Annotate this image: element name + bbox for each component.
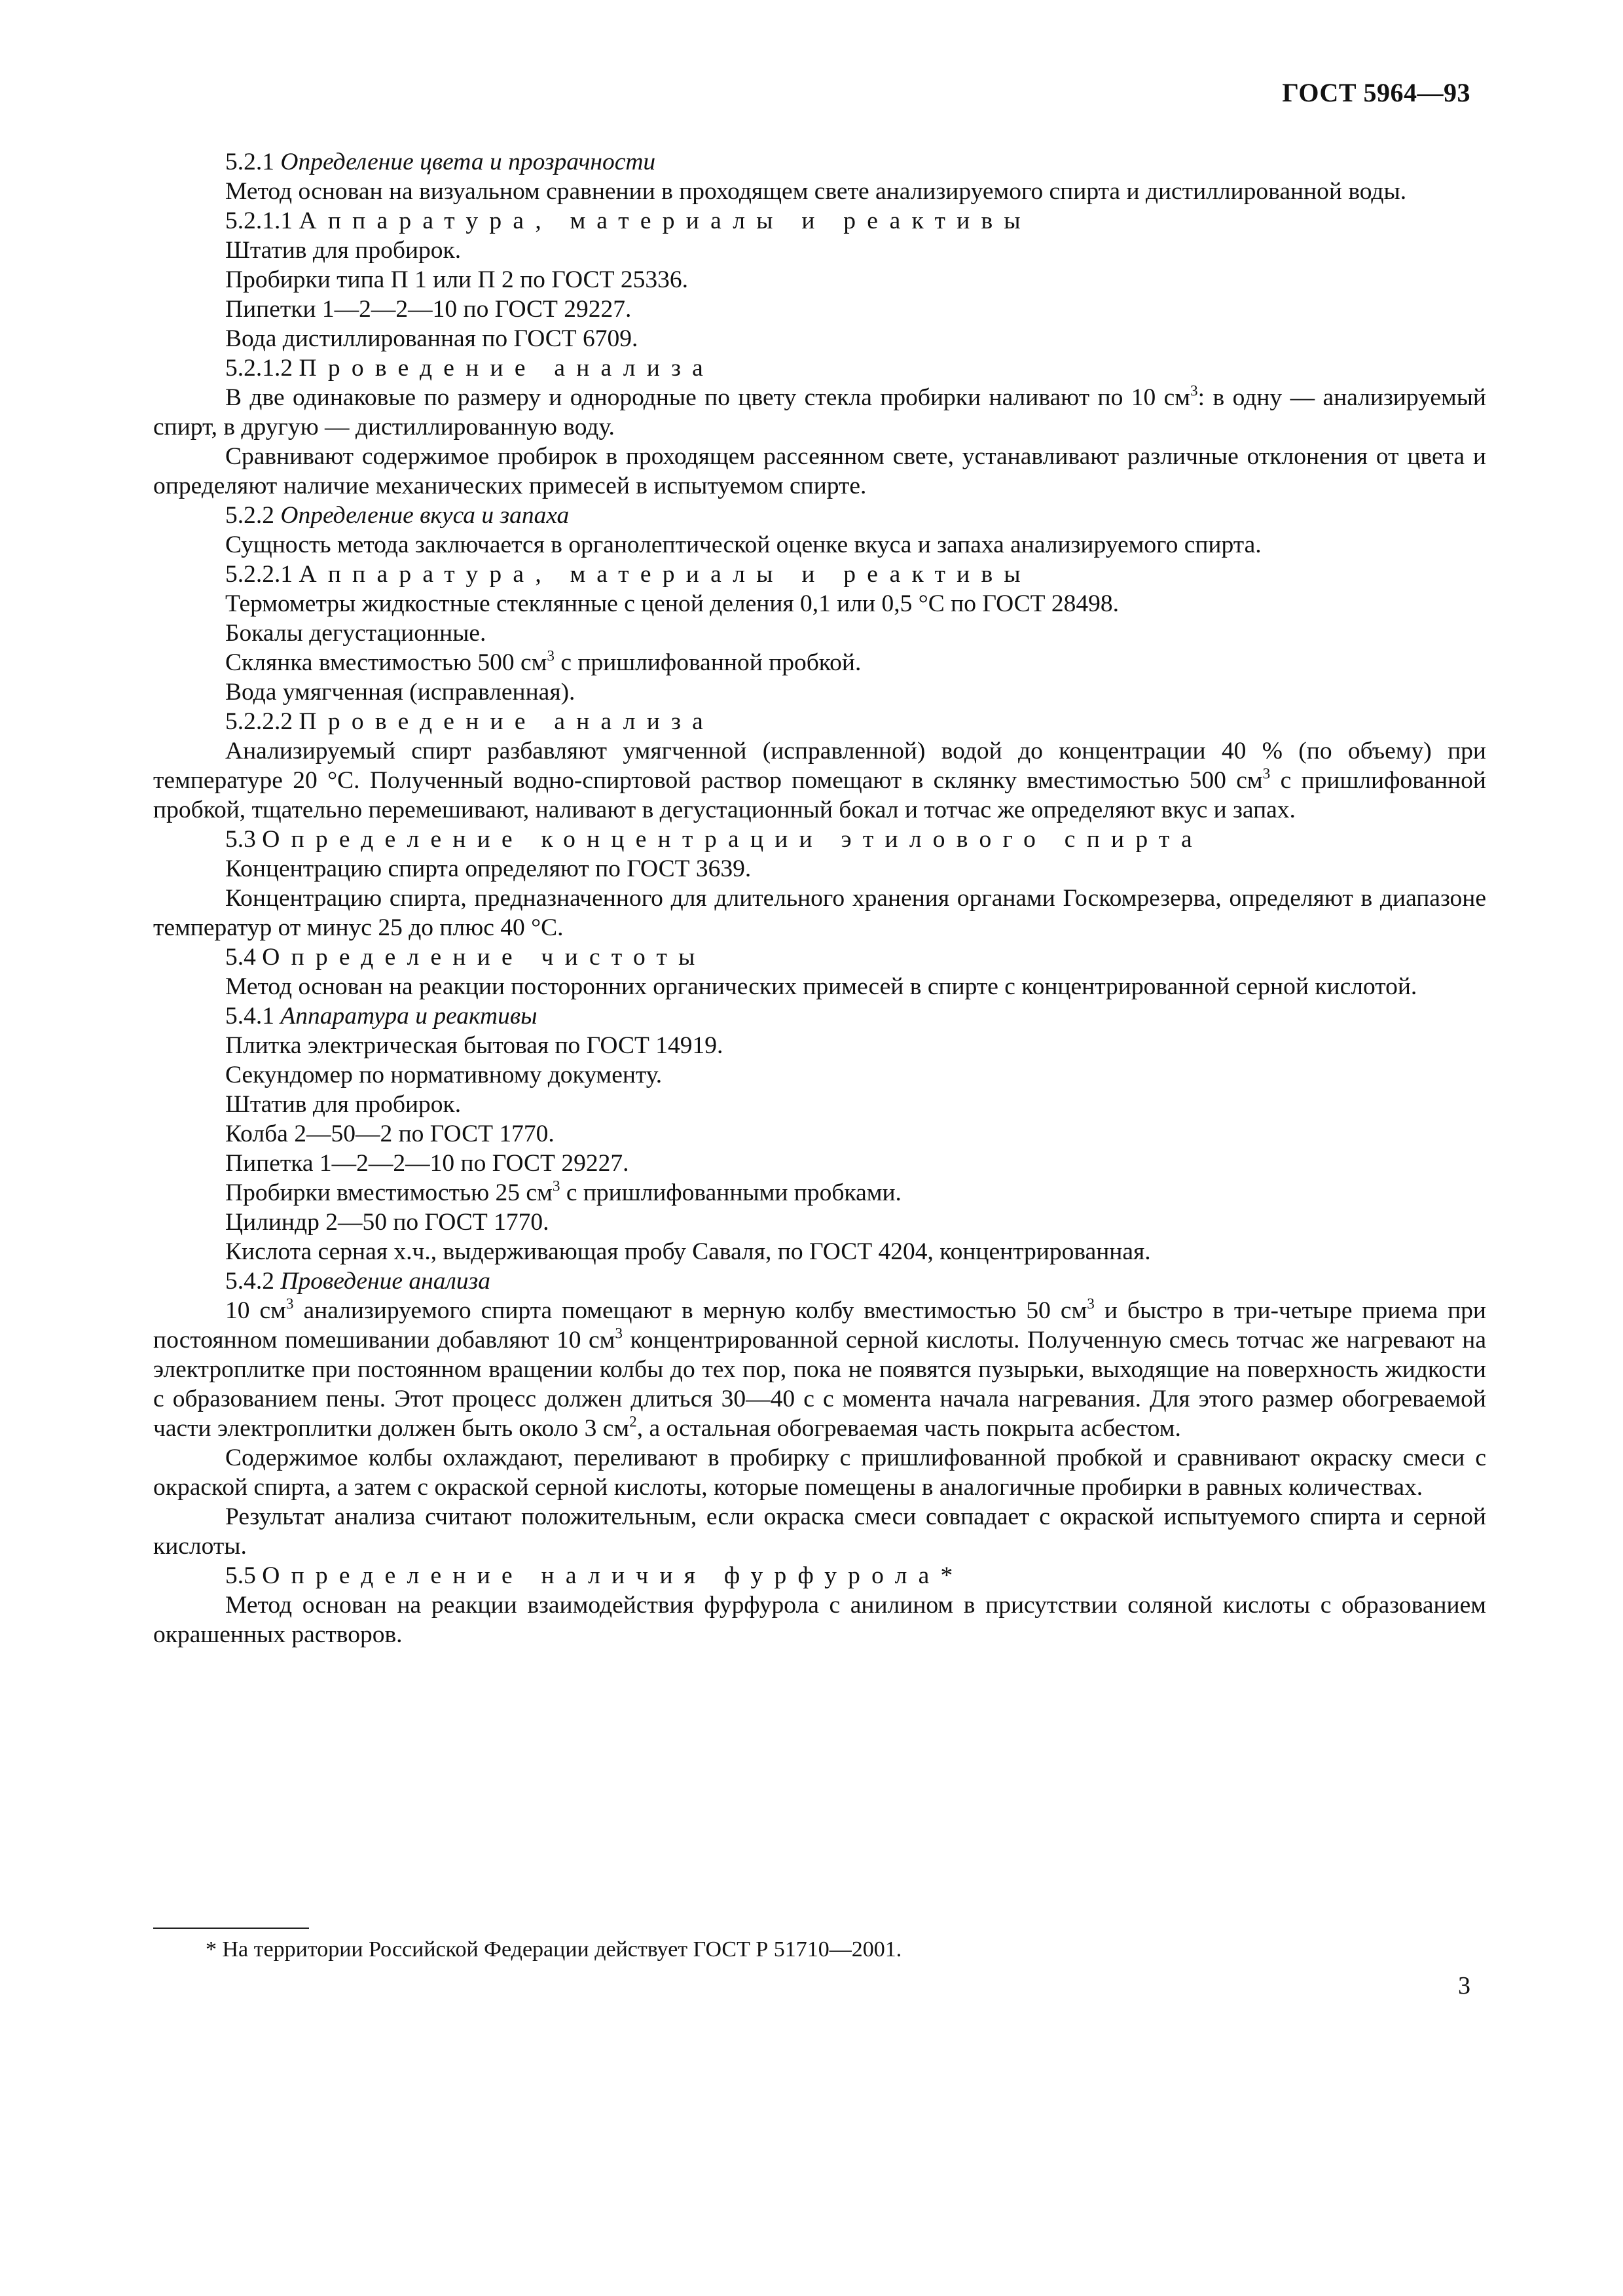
section-heading <box>153 1001 1486 1031</box>
section-title: Определение концентрации этилового спирта <box>262 826 1203 853</box>
page-body <box>153 147 1486 1649</box>
section-title: Определение цвета и прозрачности <box>280 149 656 175</box>
section-title: Аппаратура, материалы и реактивы <box>299 207 1032 234</box>
section-heading <box>153 1561 1486 1590</box>
body-paragraph: Плитка электрическая бытовая по ГОСТ 14919. <box>225 1032 723 1059</box>
section-title: Аппаратура и реактивы <box>280 1003 538 1030</box>
body-paragraph: Пробирки типа П 1 или П 2 по ГОСТ 25336. <box>225 266 688 293</box>
body-paragraph: Пробирки вместимостью 25 $см^3$ с пришлифованными пробками. <box>225 1177 902 1206</box>
footnote-area <box>153 1922 1486 1964</box>
body-paragraph: Концентрацию спирта, предназначенного для длительного хранения органами Госкомрезерва, определяют в диапазоне температур от минус 25 до плюс 40 °С. <box>153 885 1486 941</box>
section-number: 5.2.2.1 <box>225 561 299 588</box>
section-number: 5.4.2 <box>225 1268 281 1295</box>
section-heading <box>153 501 1486 530</box>
section-title: Проведение анализа <box>280 1268 490 1295</box>
section-heading <box>153 942 1486 972</box>
body-paragraph: Метод основан на реакции посторонних органических примесей в спирте с концентрированной серной кислотой. <box>225 973 1417 1000</box>
body-paragraph: Пипетки 1—2—2—10 по ГОСТ 29227. <box>225 296 632 323</box>
section-heading <box>153 707 1486 736</box>
section-number: 5.4 <box>225 944 263 971</box>
body-paragraph: 10 $см^3$ анализируемого спирта помещают в мерную колбу вместимостью 50 $см^3$ и быстро в три-четыре приема при постоянном помешивании добавляют 10 $см^3$ концентрированной серной кислоты. Полученную смесь тотчас же нагревают на электроплитке при постоянном вращении колбы до тех пор, пока не появятся пузырьки, выходящие на поверхность жидкости с образованием пены. Этот процесс должен длиться 30—40 с с момента начала нагревания. Для этого размер обогреваемой части электроплитки должен быть около 3 $см^2$, а остальная обогреваемая часть покрыта асбестом. <box>153 1295 1486 1442</box>
page-number: 3 <box>1458 1972 1470 2000</box>
section-number: 5.2.2 <box>225 502 281 529</box>
section-heading <box>153 825 1486 854</box>
body-paragraph: Кислота серная х.ч., выдерживающая пробу Саваля, по ГОСТ 4204, концентрированная. <box>225 1238 1151 1265</box>
footnote: * На территории Российской Федерации действует ГОСТ Р 51710—2001. <box>206 1937 902 1962</box>
section-title: Проведение анализа <box>299 355 715 382</box>
body-paragraph: Склянка вместимостью 500 $см^3$ с пришлифованной пробкой. <box>225 647 862 676</box>
body-paragraph: Сравнивают содержимое пробирок в проходящем рассеянном свете, устанавливают различные отклонения от цвета и определяют наличие механических примесей в испытуемом спирте. <box>153 443 1486 499</box>
body-paragraph: Вода умягченная (исправленная). <box>225 679 575 706</box>
body-paragraph: Цилиндр 2—50 по ГОСТ 1770. <box>225 1209 549 1236</box>
body-paragraph: Штатив для пробирок. <box>225 237 462 264</box>
document-header: ГОСТ 5964—93 <box>1282 78 1470 107</box>
section-title: Определение наличия фурфурола* <box>262 1562 964 1589</box>
section-heading <box>153 206 1486 236</box>
section-title: Определение чистоты <box>262 944 706 971</box>
section-number: 5.2.2.2 <box>225 708 299 735</box>
body-paragraph: Бокалы дегустационные. <box>225 620 486 647</box>
body-paragraph: Колба 2—50—2 по ГОСТ 1770. <box>225 1121 555 1147</box>
section-number: 5.2.1.1 <box>225 207 299 234</box>
body-paragraph: В две одинаковые по размеру и однородные по цвету стекла пробирки наливают по 10 $см^3$: в одну — анализируемый спирт, в другую — дистиллированную воду. <box>153 382 1487 440</box>
section-number: 5.4.1 <box>225 1003 281 1030</box>
body-paragraph: Содержимое колбы охлаждают, переливают в пробирку с пришлифованной пробкой и сравнивают окраску смеси с окраской спирта, а затем с окраской серной кислоты, которые помещены в аналогичные пробирки в равных количествах. <box>153 1444 1486 1501</box>
body-paragraph: Метод основан на визуальном сравнении в проходящем свете анализируемого спирта и дистиллированной воды. <box>225 178 1407 205</box>
body-paragraph: Термометры жидкостные стеклянные с ценой деления 0,1 или 0,5 °С по ГОСТ 28498. <box>225 590 1120 617</box>
section-number: 5.2.1.2 <box>225 355 299 382</box>
section-title: Аппаратура, материалы и реактивы <box>299 561 1032 588</box>
body-paragraph: Секундомер по нормативному документу. <box>225 1062 663 1088</box>
body-paragraph: Вода дистиллированная по ГОСТ 6709. <box>225 325 638 352</box>
body-paragraph: Анализируемый спирт разбавляют умягченной (исправленной) водой до концентрации 40 % (по объему) при температуре 20 °С. Полученный водно-спиртовой раствор помещают в склянку вместимостью 500 $см^3$ с пришлифованной пробкой, тщательно перемешивают, наливают в дегустационный бокал и тотчас же определяют вкус и запах. <box>153 738 1486 823</box>
body-paragraph: Штатив для пробирок. <box>225 1091 462 1118</box>
section-heading <box>153 1266 1486 1296</box>
body-paragraph: Результат анализа считают положительным, если окраска смеси совпадает с окраской испытуемого спирта и серной кислоты. <box>153 1503 1486 1560</box>
section-number: 5.2.1 <box>225 149 281 175</box>
body-paragraph: Метод основан на реакции взаимодействия фурфурола с анилином в присутствии соляной кислоты с образованием окрашенных растворов. <box>153 1592 1486 1648</box>
body-paragraph: Пипетка 1—2—2—10 по ГОСТ 29227. <box>225 1150 629 1177</box>
footnote-rule <box>153 1928 309 1929</box>
section-heading <box>153 147 1486 177</box>
section-number: 5.5 <box>225 1562 263 1589</box>
section-title: Определение вкуса и запаха <box>280 502 570 529</box>
body-paragraph: Концентрацию спирта определяют по ГОСТ 3639. <box>225 855 752 882</box>
body-paragraph: Сущность метода заключается в органолептической оценке вкуса и запаха анализируемого спирта. <box>225 531 1262 558</box>
section-number: 5.3 <box>225 826 263 853</box>
section-heading <box>153 353 1486 383</box>
section-title: Проведение анализа <box>299 708 715 735</box>
section-heading <box>153 560 1486 589</box>
